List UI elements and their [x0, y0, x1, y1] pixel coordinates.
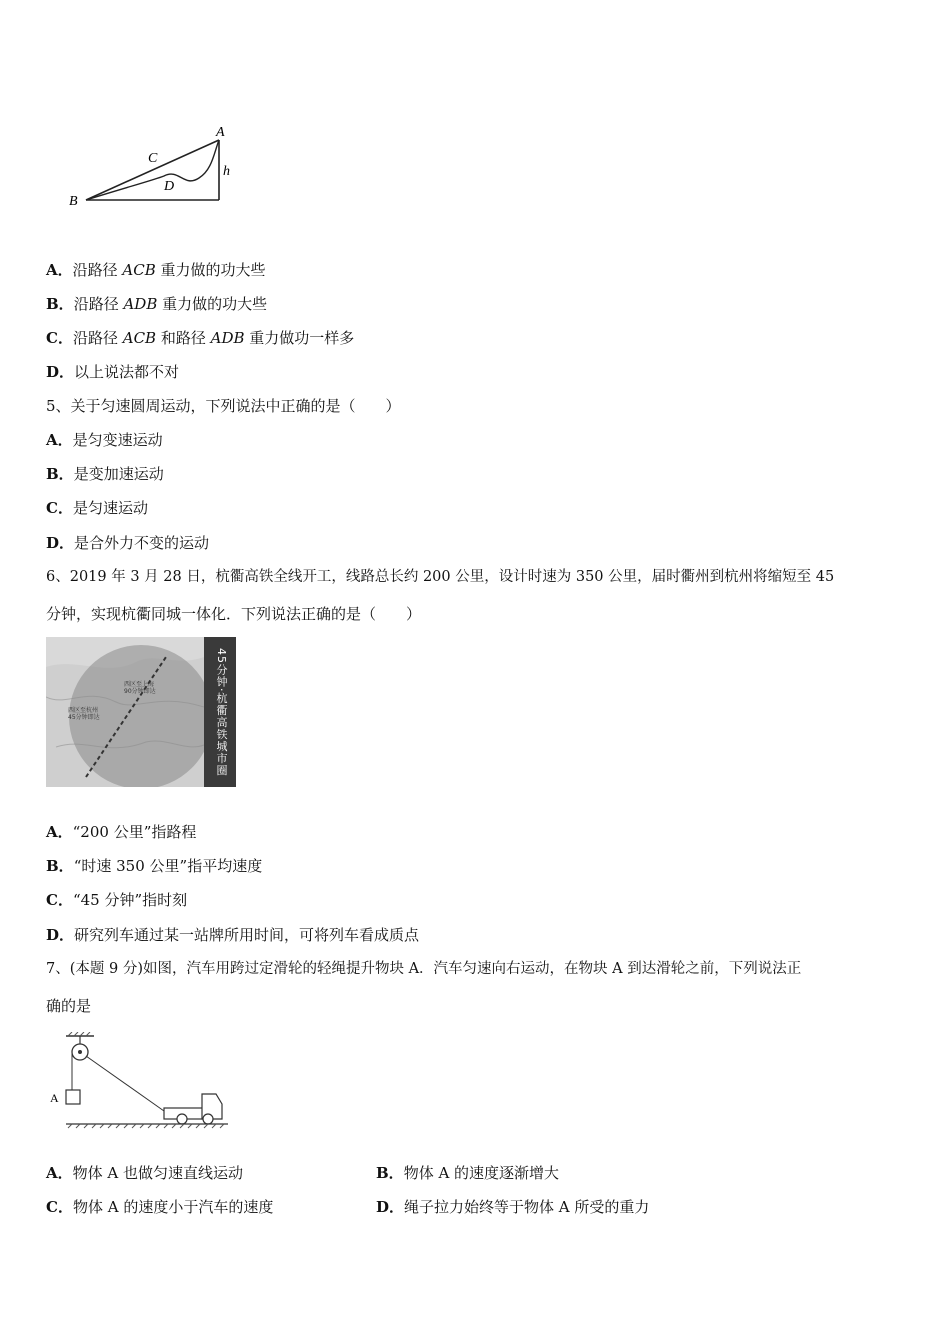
fig1-label-h: h [223, 164, 230, 179]
map-label-hangzhou-time: 45分钟即达 [68, 714, 100, 721]
map-title-band: 45分钟·杭衢高铁城市圈 [204, 637, 236, 787]
block-a-label: A [50, 1091, 59, 1105]
q6-option-d: D．研究列车通过某一站牌所用时间，可将列车看成质点 [46, 926, 420, 944]
q4-option-a: A．沿路径 ACB 重力做的功大些 [46, 261, 266, 279]
q7-option-b: B．物体 A 的速度逐渐增大 [376, 1164, 560, 1182]
q4-option-c: C．沿路径 ACB 和路径 ADB 重力做功一样多 [46, 329, 355, 347]
q6-stem-line1: 6、2019 年 3 月 28 日，杭衢高铁全线开工，线路总长约 200 公里，设计时速为 350 公里，届时衢州到杭州将缩短至 45 [46, 569, 835, 585]
q6-option-c: C．“45 分钟”指时刻 [46, 891, 188, 909]
q7-stem-line1: 7、(本题 9 分)如图，汽车用跨过定滑轮的轻绳提升物块 A．汽车匀速向右运动，在物块 A 到达滑轮之前，下列说法正 [46, 961, 802, 977]
map-label-shanghai: 西区至上海 [124, 681, 155, 688]
incline-path-figure [64, 118, 244, 213]
hangqu-railway-map [46, 637, 236, 787]
fig1-label-d: D [164, 179, 175, 194]
q5-option-b: B．是变加速运动 [46, 465, 164, 483]
pulley-truck-figure [46, 1032, 236, 1134]
q6-option-b: B．“时速 350 公里”指平均速度 [46, 857, 263, 875]
fig1-label-c: C [148, 151, 158, 166]
q5-option-a: A．是匀变速运动 [46, 431, 163, 449]
q5-stem: 5、关于匀速圆周运动，下列说法中正确的是（ ） [46, 397, 401, 415]
map-label-hangzhou: 西区至杭州 [68, 707, 99, 714]
fig1-label-b: B [69, 194, 78, 209]
q6-option-a: A．“200 公里”指路程 [46, 823, 197, 841]
q5-option-d: D．是合外力不变的运动 [46, 534, 210, 552]
q7-stem-line2: 确的是 [46, 997, 92, 1015]
q7-option-d: D．绳子拉力始终等于物体 A 所受的重力 [376, 1198, 650, 1216]
map-label-shanghai-time: 90分钟即达 [124, 688, 156, 695]
q7-option-a: A．物体 A 也做匀速直线运动 [46, 1164, 244, 1182]
q7-option-c: C．物体 A 的速度小于汽车的速度 [46, 1198, 274, 1216]
q4-option-d: D．以上说法都不对 [46, 363, 180, 381]
q6-stem-line2: 分钟，实现杭衢同城一体化．下列说法正确的是（ ） [46, 605, 422, 623]
q5-option-c: C．是匀速运动 [46, 499, 148, 517]
fig1-label-a: A [216, 125, 225, 140]
q4-option-b: B．沿路径 ADB 重力做的功大些 [46, 295, 268, 313]
